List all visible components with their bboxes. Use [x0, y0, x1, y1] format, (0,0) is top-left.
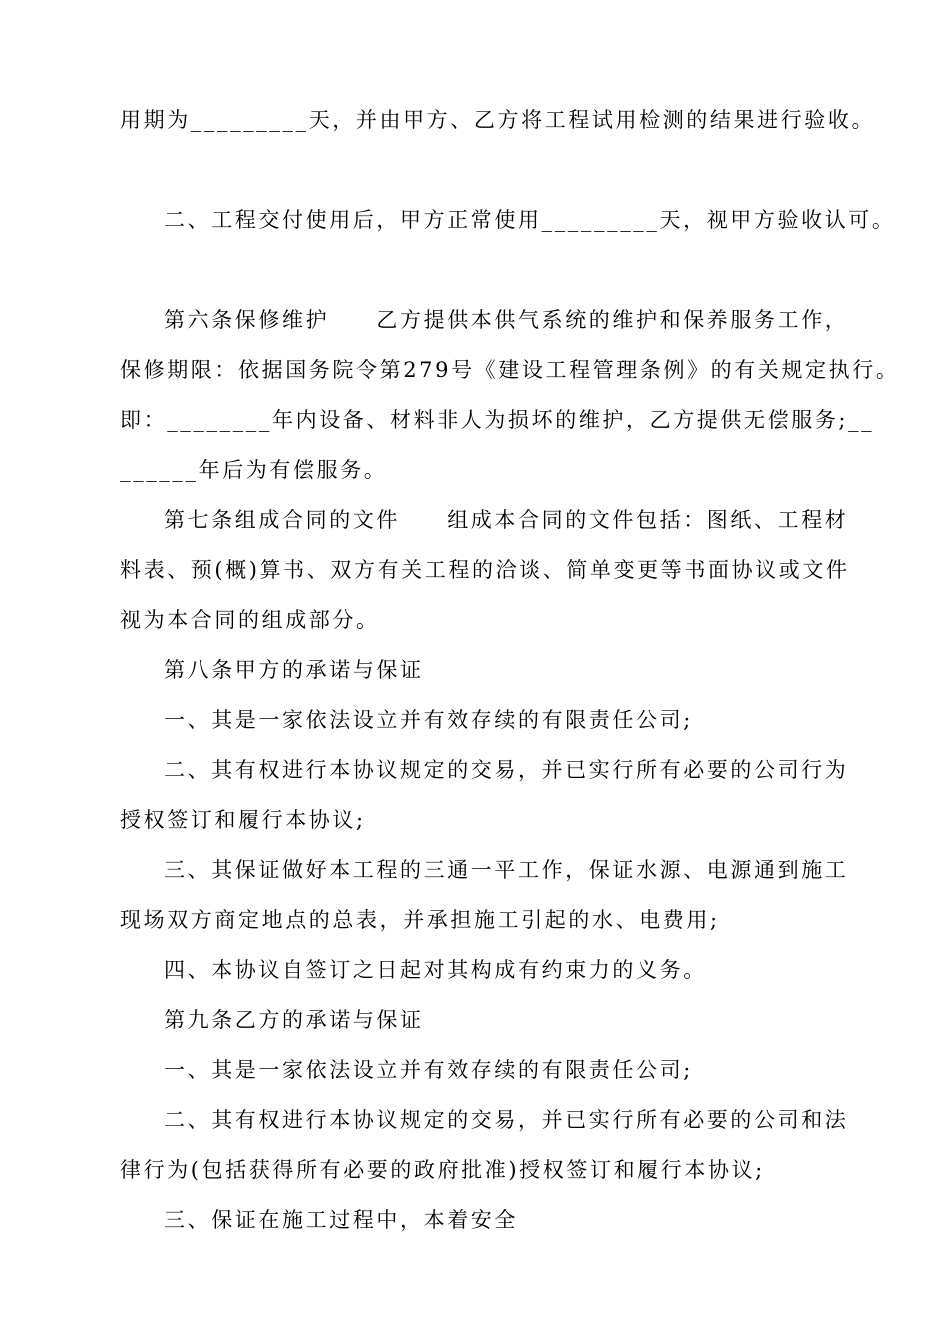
text-line-2: 二、工程交付使用后，甲方正常使用_________天，视甲方验收认可。 [164, 208, 896, 232]
text-line-11: 一、其是一家依法设立并有效存续的有限责任公司; [164, 708, 693, 732]
text-line-1: 用期为_________天，并由甲方、乙方将工程试用检测的结果进行验收。 [120, 108, 876, 132]
text-line-14: 三、其保证做好本工程的三通一平工作，保证水源、电源通到施工 [164, 858, 849, 882]
text-line-15: 现场双方商定地点的总表，并承担施工引起的水、电费用; [120, 908, 720, 932]
text-line-9: 视为本合同的组成部分。 [120, 608, 380, 632]
clause-9-heading: 第九条乙方的承诺与保证 [164, 1008, 424, 1032]
text-line-12: 二、其有权进行本协议规定的交易，并已实行所有必要的公司行为 [164, 758, 849, 782]
clause-6-heading-line: 第六条保修维护 乙方提供本供气系统的维护和保养服务工作， [164, 308, 849, 332]
text-line-8: 料表、预(概)算书、双方有关工程的洽谈、简单变更等书面协议或文件 [120, 558, 850, 582]
text-line-4: 保修期限：依据国务院令第279号《建设工程管理条例》的有关规定执行。 [120, 358, 900, 382]
clause-7-heading-line: 第七条组成合同的文件 组成本合同的文件包括：图纸、工程材 [164, 508, 849, 532]
text-line-20: 律行为(包括获得所有必要的政府批准)授权签订和履行本协议; [120, 1158, 765, 1182]
clause-8-heading: 第八条甲方的承诺与保证 [164, 658, 424, 682]
text-line-21: 三、保证在施工过程中，本着安全 [164, 1208, 518, 1232]
text-line-18: 一、其是一家依法设立并有效存续的有限责任公司; [164, 1058, 693, 1082]
text-line-16: 四、本协议自签订之日起对其构成有约束力的义务。 [164, 958, 707, 982]
text-line-13: 授权签订和履行本协议; [120, 808, 366, 832]
text-line-19: 二、其有权进行本协议规定的交易，并已实行所有必要的公司和法 [164, 1108, 849, 1132]
text-line-6: ______年后为有偿服务。 [120, 458, 388, 482]
text-line-5: 即：________年内设备、材料非人为损坏的维护，乙方提供无偿服务;__ [120, 408, 875, 432]
